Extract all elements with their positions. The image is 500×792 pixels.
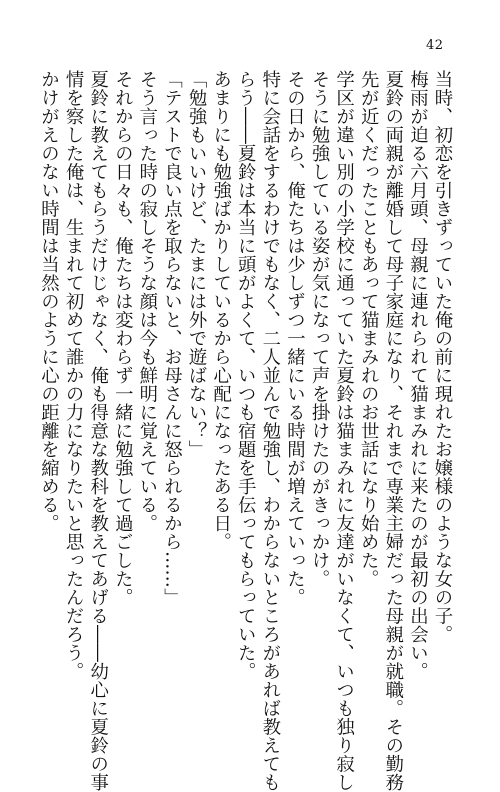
text-line: 「テストで良い点を取らないと、お母さんに怒られるから……」 [161, 70, 183, 607]
text-line: 特に会話をするわけでもなく、二人並んで勉強し、わからないところがあれば教えても [259, 70, 281, 792]
text-line: らう――夏鈴は本当に頭がよくて、いつも宿題を手伝ってもらっていた。 [235, 70, 257, 681]
text-line: そうに勉強している姿が気になって声を掛けたのがきっかけ。 [309, 70, 331, 588]
text-line: 梅雨が迫る六月頭、母親に連れられて猫まみれに来たのが最初の出会い。 [407, 70, 429, 681]
text-line: 当時、初恋を引きずっていた俺の前に現れたお嬢様のような女の子。 [432, 70, 453, 644]
text-line: その日から、俺たちは少しずつ一緒にいる時間が増えていった。 [284, 70, 306, 607]
text-line: あまりにも勉強ばかりしているから心配になったある日。 [210, 70, 232, 551]
text-line: 学区が違い別の小学校に通っていた夏鈴は猫まみれに友達がいなくて、いつも独り寂し [333, 70, 355, 792]
text-line: 夏鈴の両親が離婚して母子家庭になり、それまで専業主婦だった母親が就職。その勤務 [382, 70, 404, 792]
text-line: そう言った時の寂しそうな顔は今も鮮明に覚えている。 [136, 70, 158, 533]
text-line: 夏鈴に教えてもらうだけじゃなく、俺も得意な教科を教えてあげる――幼心に夏鈴の事 [87, 70, 109, 792]
novel-text-block [36, 70, 454, 792]
text-line: 「勉強もいいけど、たまには外で遊ばない？」 [186, 70, 208, 459]
page-number: 42 [426, 38, 444, 53]
text-line: 情を察した俺は、生まれて初めて誰かの力になりたいと思ったんだろう。 [63, 70, 85, 681]
text-line: かけがえのない時間は当然のように心の距離を縮める。 [38, 70, 60, 533]
text-line: 先が近くだったこともあって猫まみれのお世話になり始めた。 [358, 70, 380, 588]
text-line: それからの日々も、俺たちは変わらず一緒に勉強して過ごした。 [112, 70, 134, 607]
